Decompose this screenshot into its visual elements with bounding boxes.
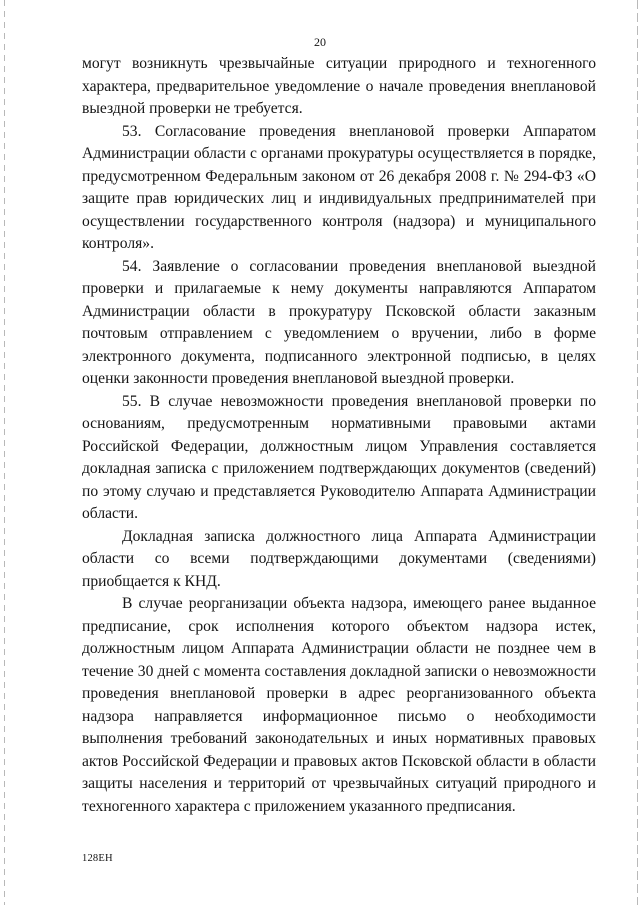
paragraph-53: 53. Согласование проведения внеплановой проверки Аппаратом Администрации области с органами прокуратуры осуществляется в порядке, предусмотренном Федеральным законом от 26 декабря 2008 г. № 294-ФЗ «О защите прав юридических лиц и индивидуальных предпринимателей при осуществлении государственного контроля (надзора) и муниципального контроля».: [82, 122, 596, 252]
scan-edge-left: [4, 0, 5, 905]
paragraph-report-note: Докладная записка должностного лица Аппарата Администрации области со всеми подтверждающими документами (сведениями) приобщается к КНД.: [82, 527, 596, 590]
scan-edge-right: [637, 0, 638, 905]
paragraph-54: 54. Заявление о согласовании проведения внеплановой выездной проверки и прилагаемые к нему документы направляются Аппаратом Администрации области в прокуратуру Псковской области заказным почтовым отправлением с уведомлением о вручении, либо в форме электронного документа, подписанного электронной подписью, в целях оценки законности проведения внеплановой выездной проверки.: [82, 257, 596, 387]
document-body: [82, 53, 596, 818]
footer-document-code: 128ЕН: [82, 853, 113, 864]
paragraph-55: 55. В случае невозможности проведения внеплановой проверки по основаниям, предусмотренным нормативными правовыми актами Российской Федерации, должностным лицом Управления составляется докладная записка с приложением подтверждающих документов (сведений) по этому случаю и представляется Руководителю Аппарата Администрации области.: [82, 392, 596, 522]
paragraph-continuation: могут возникнуть чрезвычайные ситуации природного и техногенного характера, предварительное уведомление о начале проведения внеплановой выездной проверки не требуется.: [82, 55, 596, 117]
paragraph-reorganization: В случае реорганизации объекта надзора, имеющего ранее выданное предписание, срок исполнения которого объектом надзора истек, должностным лицом Аппарата Администрации области не позднее чем в течение 30 дней с момента составления докладной записки о невозможности проведения внеплановой проверки в адрес реорганизованного объекта надзора направляется информационное письмо о необходимости выполнения требований законодательных и иных нормативных правовых актов Российской Федерации и правовых актов Псковской области в области защиты населения и территорий от чрезвычайных ситуаций природного и техногенного характера с приложением указанного предписания.: [82, 595, 596, 815]
page-number: 20: [314, 35, 326, 49]
